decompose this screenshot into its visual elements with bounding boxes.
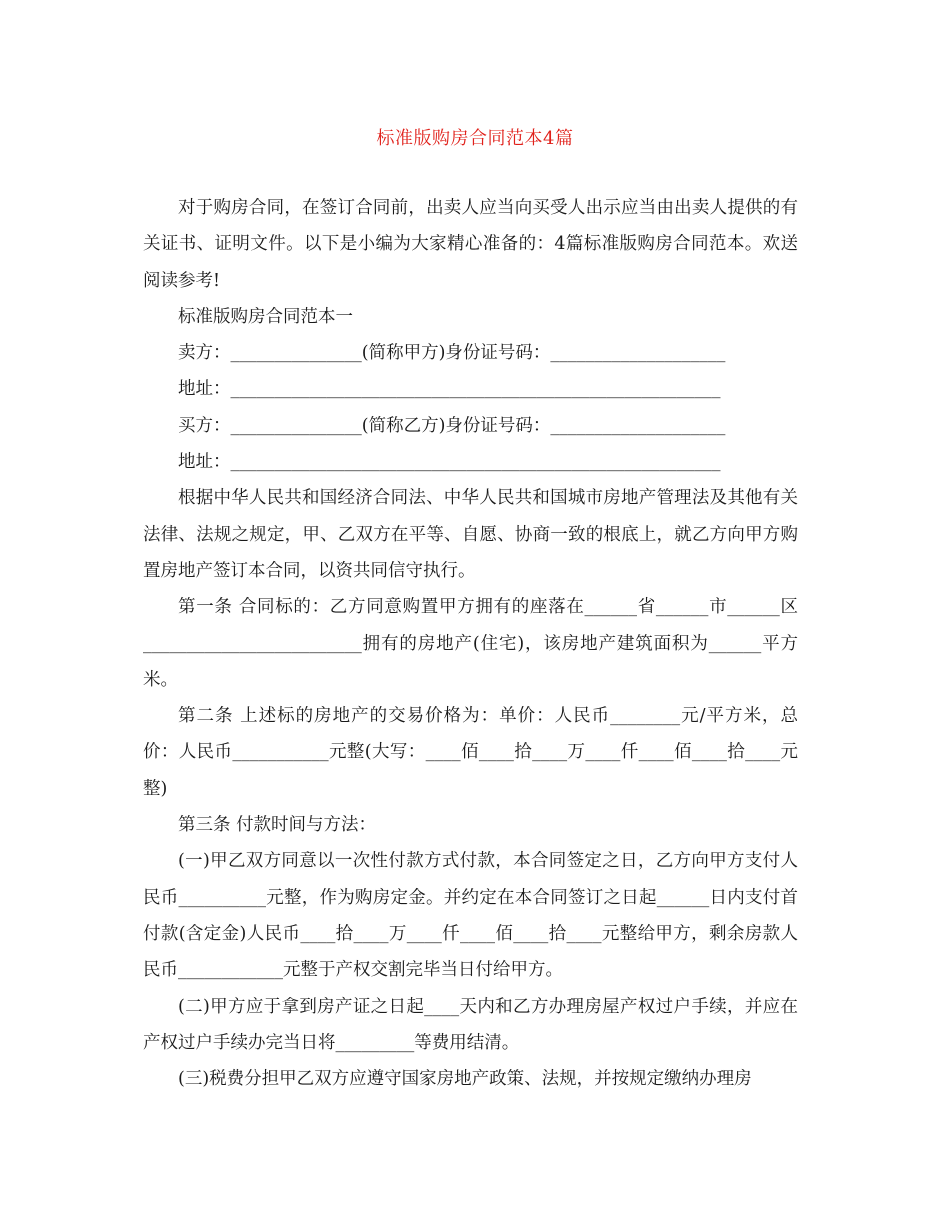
section-heading: 标准版购房合同范本一	[178, 306, 353, 327]
document-title: 标准版购房合同范本4篇	[376, 128, 574, 149]
article-3-clause-3: (三)税费分担甲乙双方应遵守国家房地产政策、法规，并按规定缴纳办理房	[178, 1069, 752, 1090]
article-3-heading: 第三条 付款时间与方法：	[178, 815, 377, 836]
buyer-line: 买方：_______________(简称乙方)身份证号码：____________________	[178, 415, 726, 436]
article-3-clause-2: (二)甲方应于拿到房产证之日起____天内和乙方办理房屋产权过户手续，并应在产权过户手续办完当日将_________等费用结清。	[143, 996, 798, 1053]
article-3-clause-1: (一)甲乙双方同意以一次性付款方式付款，本合同签定之日，乙方向甲方支付人民币__________元整，作为购房定金。并约定在本合同签订之日起______日内支付首付款(含定金)人民币____拾____万____仟____佰____拾____元整给甲方，剩余房款人民币____________元整于产权交割完毕当日付给甲方。	[143, 851, 798, 981]
article-1-paragraph: 第一条 合同标的：乙方同意购置甲方拥有的座落在______省______市______区_________________________拥有的房地产(住宅)，该房地产建筑面积为______平方米。	[143, 597, 798, 690]
buyer-address-line: 地址：________________________________________________________	[178, 452, 721, 473]
seller-address-line: 地址：________________________________________________________	[178, 379, 721, 400]
seller-line: 卖方：_______________(简称甲方)身份证号码：____________________	[178, 343, 726, 364]
legal-basis-paragraph: 根据中华人民共和国经济合同法、中华人民共和国城市房地产管理法及其他有关法律、法规之规定，甲、乙双方在平等、自愿、协商一致的根底上，就乙方向甲方购置房地产签订本合同，以资共同信守执行。	[143, 488, 798, 581]
intro-paragraph: 对于购房合同，在签订合同前，出卖人应当向买受人出示应当由出卖人提供的有关证书、证明文件。以下是小编为大家精心准备的：4篇标准版购房合同范本。欢送阅读参考!	[143, 198, 798, 291]
article-2-paragraph: 第二条 上述标的房地产的交易价格为：单价：人民币________元/平方米，总价：人民币___________元整(大写：____佰____拾____万____仟____佰____拾____元整)	[143, 706, 798, 799]
document-body	[143, 190, 798, 1097]
